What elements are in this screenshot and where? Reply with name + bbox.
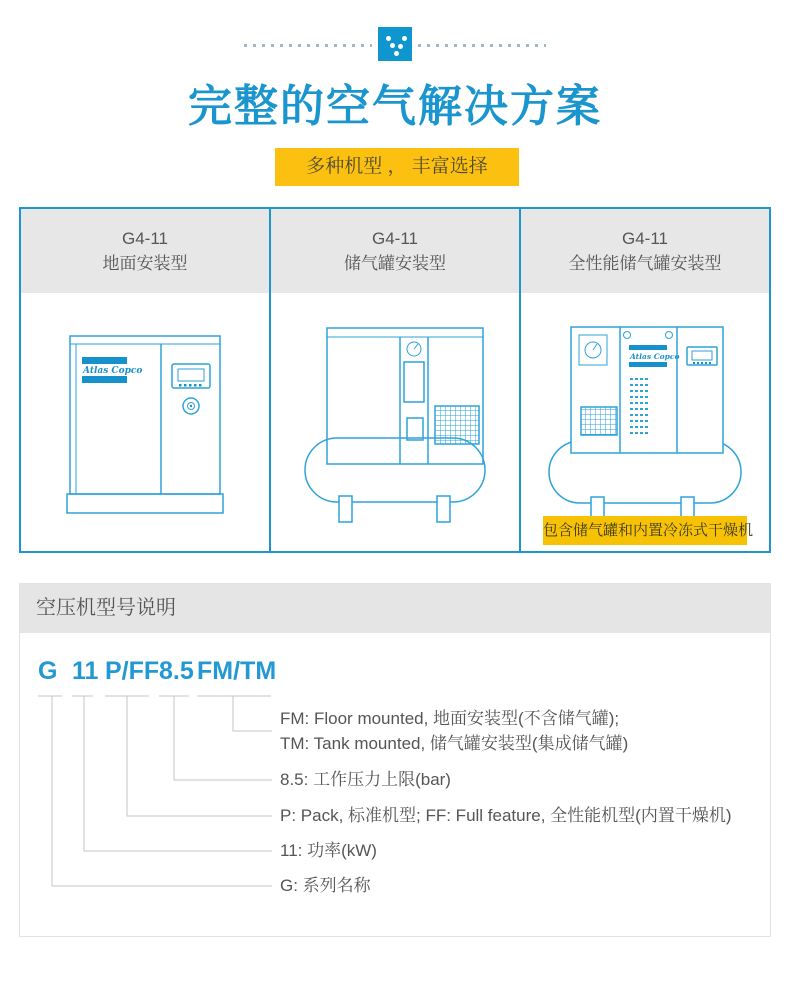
brand-logo-text: Atlas Copco (630, 352, 680, 361)
compressor-full-feature-drawing (545, 319, 745, 525)
product-name: 地面安装型 (102, 254, 188, 273)
model-code-segment: 11 (72, 657, 99, 685)
product-panel (19, 207, 771, 553)
column-header (521, 209, 769, 293)
model-explanation: 8.5: 工作压力上限(bar) (280, 770, 451, 789)
model-guide-body (20, 633, 770, 936)
model-explanation: 11: 功率(kW) (280, 841, 377, 860)
product-model: G4-11 (372, 229, 418, 248)
column-body (521, 293, 769, 551)
model-explanation: FM: Floor mounted, 地面安装型(不含储气罐); (280, 709, 620, 728)
top-decoration (0, 27, 790, 61)
dotted-line-right-icon (418, 44, 546, 47)
product-name: 全性能储气罐安装型 (568, 254, 722, 273)
dots-square-icon (378, 27, 412, 61)
model-code-segment: P/FF (105, 657, 160, 685)
dotted-line-left-icon (244, 44, 372, 47)
column-body (21, 293, 269, 551)
model-guide-panel (19, 583, 771, 937)
page-title: 完整的空气解决方案 (188, 82, 602, 131)
model-code-segment: G (38, 657, 58, 685)
model-explanation: P: Pack, 标准机型; FF: Full feature, 全性能机型(内置干燥机) (280, 806, 732, 825)
product-column-tank (269, 209, 519, 551)
product-model: G4-11 (622, 229, 668, 248)
model-guide-header: 空压机型号说明 (20, 584, 770, 633)
product-name: 储气罐安装型 (344, 254, 446, 273)
brand-logo-text: Atlas Copco (83, 366, 143, 376)
subtitle-banner: 多种机型 ， 丰富选择 (275, 148, 519, 186)
compressor-floor-drawing (65, 324, 225, 516)
product-column-full-feature (519, 209, 769, 551)
column-body (271, 293, 519, 551)
column-header (271, 209, 519, 293)
model-code-segment: 8.5 (159, 657, 194, 685)
model-code-segment: FM/TM (197, 657, 277, 685)
product-model: G4-11 (122, 229, 168, 248)
compressor-tank-drawing (300, 320, 490, 524)
column-header (21, 209, 269, 293)
model-explanation: G: 系列名称 (280, 876, 371, 895)
product-column-floor (21, 209, 269, 551)
model-explanation: TM: Tank mounted, 储气罐安装型(集成储气罐) (280, 734, 629, 753)
tank-note-badge: 包含储气罐和内置冷冻式干燥机 (543, 516, 747, 545)
